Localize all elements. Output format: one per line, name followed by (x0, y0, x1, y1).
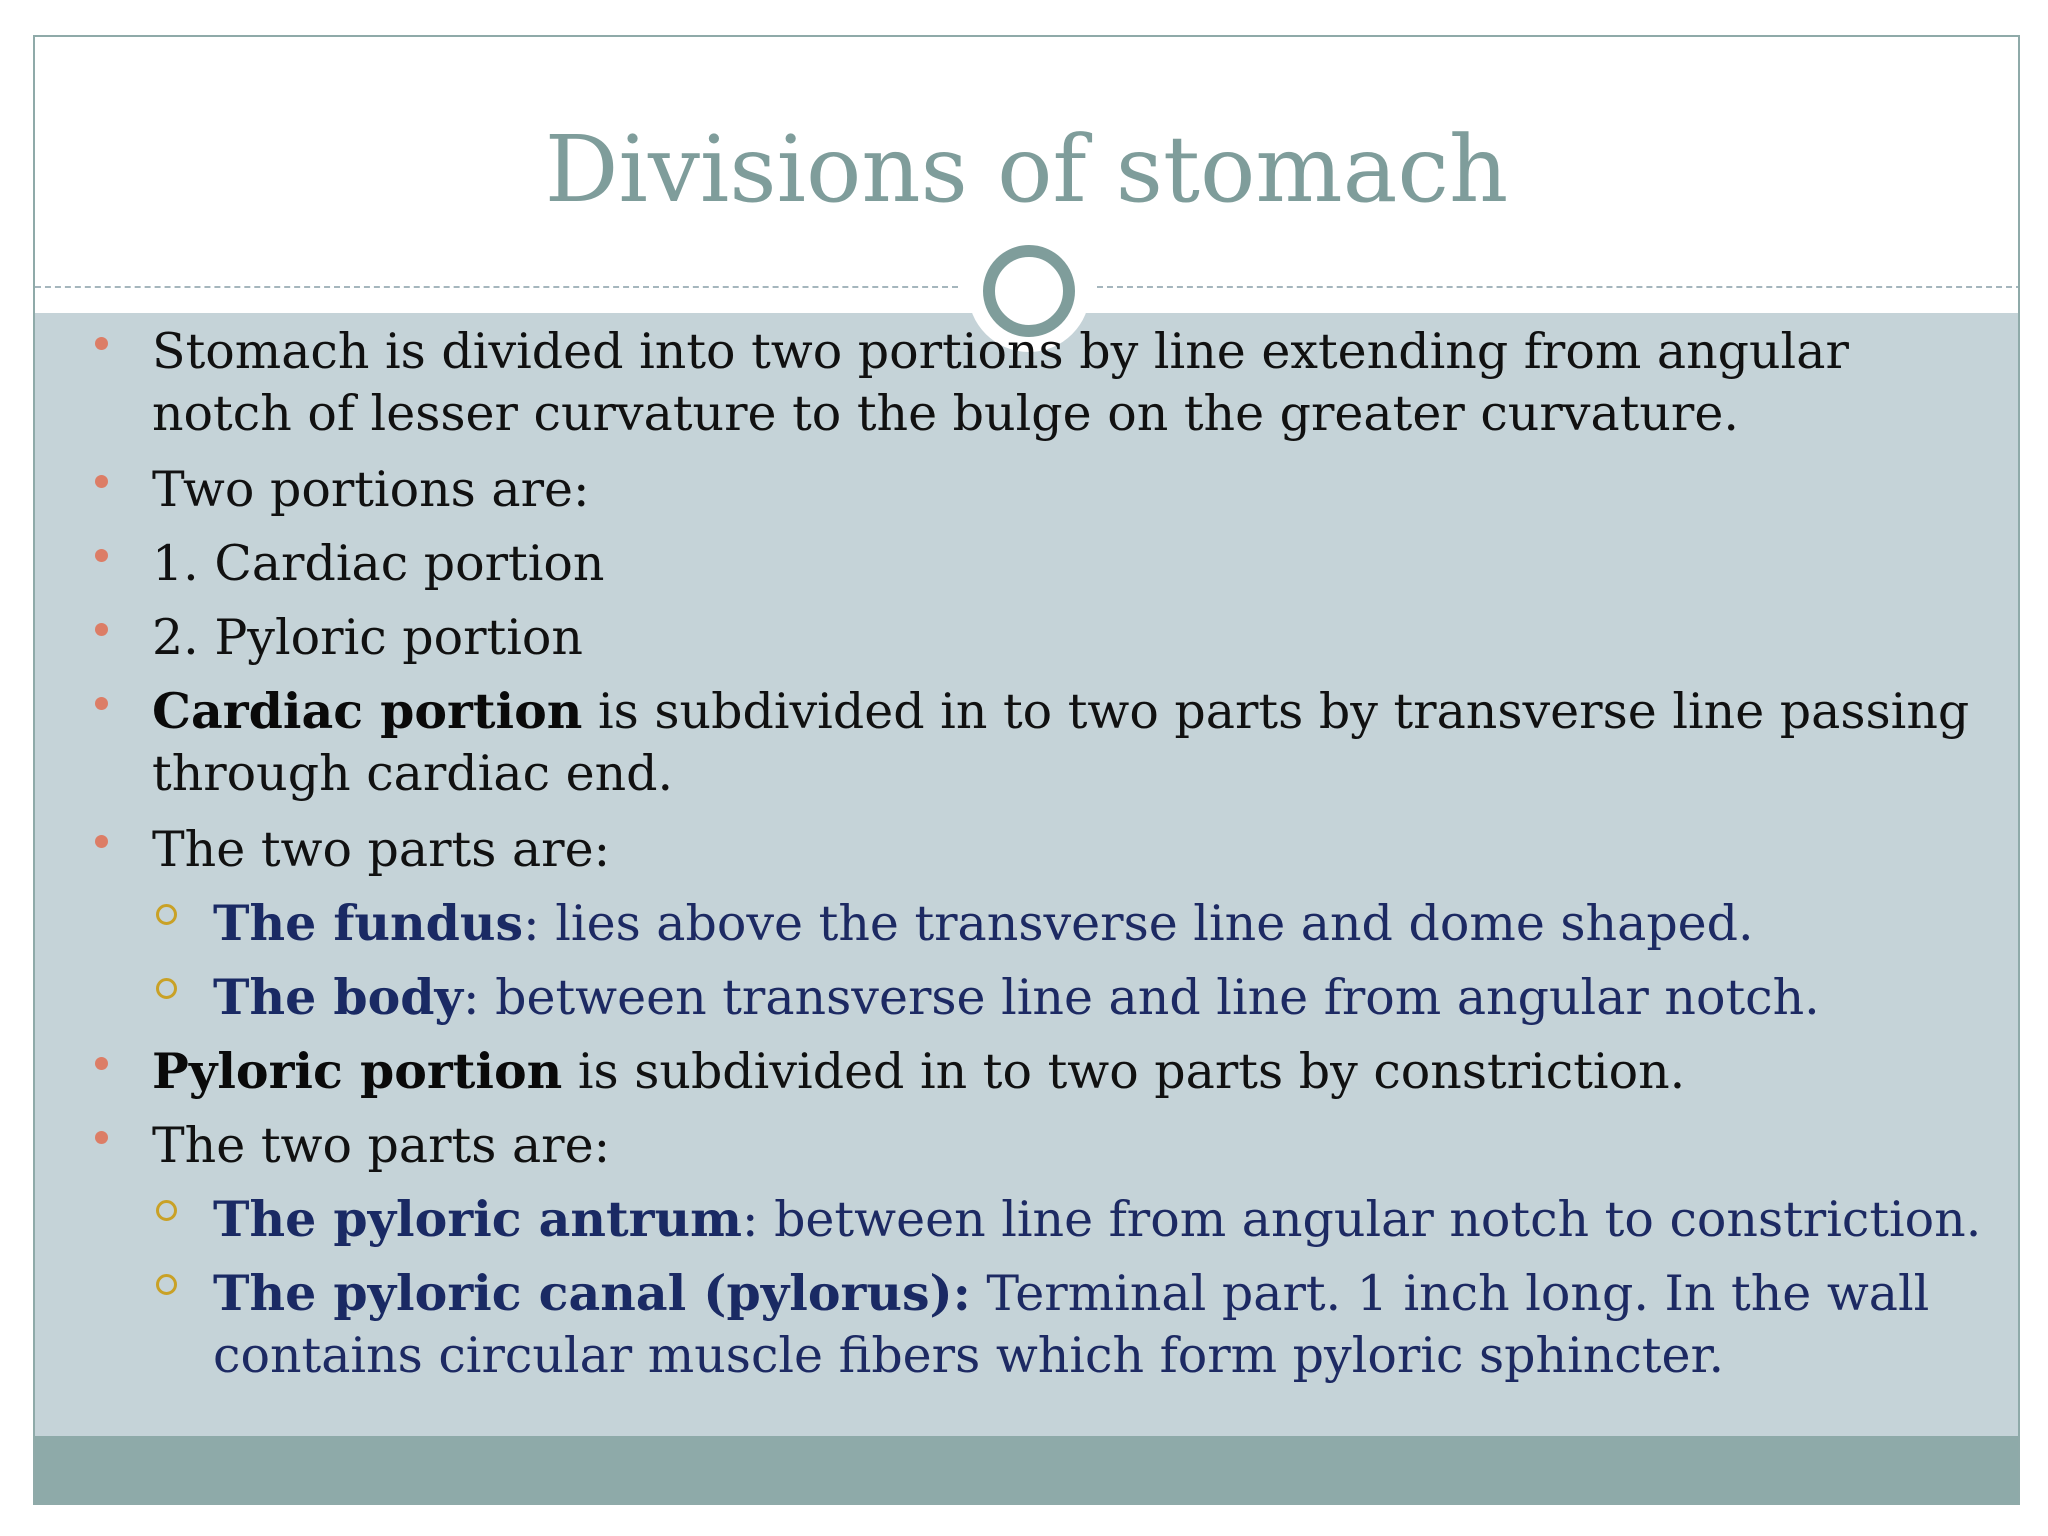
slide-title: Divisions of stomach (544, 116, 1509, 223)
bullet-body: Stomach is divided into two portions by line extending from angular notch of lesser curvature to the bulge on the greater curvature. (152, 323, 1849, 442)
bullet-text (152, 532, 1982, 595)
bullet-text (152, 1040, 1982, 1103)
sub-bullet-bold: The pyloric antrum (213, 1190, 742, 1248)
bullet-text (152, 818, 1982, 881)
bullet-dot (95, 1057, 108, 1070)
sub-bullet-body: : lies above the transverse line and dome shaped. (523, 895, 1754, 952)
bullet-text (152, 606, 1982, 669)
sub-bullet-bold: The fundus (213, 894, 524, 952)
sub-bullet-ring (156, 1274, 177, 1295)
bullet-text (152, 1114, 1982, 1177)
bullet-dot (95, 337, 108, 350)
bullet-body: 2. Pyloric portion (152, 609, 583, 666)
slide (33, 35, 2020, 1505)
sub-bullet-bold: The body (213, 968, 464, 1026)
bullet-bold: Cardiac portion (152, 682, 583, 740)
bullet-body: is subdivided in to two parts by transverse line passing through cardiac end. (152, 683, 1970, 802)
sub-bullet-text (213, 892, 1983, 955)
bullet-dot (95, 835, 108, 848)
sub-bullet-text (213, 966, 1983, 1029)
bullet-dot (95, 549, 108, 562)
bullet-body: is subdivided in to two parts by constriction. (562, 1043, 1686, 1100)
sub-bullet-body: : between transverse line and line from angular notch. (463, 969, 1820, 1026)
bullet-dot (95, 1131, 108, 1144)
footer-band (35, 1436, 2018, 1505)
bullet-text (152, 320, 1982, 445)
bullet-bold: Pyloric portion (152, 1042, 563, 1100)
divider-line-right (1097, 286, 2020, 288)
sub-bullet-body: : between line from angular notch to constriction. (741, 1191, 1982, 1248)
sub-bullet-text (213, 1262, 1983, 1387)
bullet-dot (95, 623, 108, 636)
bullet-body: 1. Cardiac portion (152, 535, 605, 592)
bullet-text (152, 458, 1982, 521)
sub-bullet-ring (156, 1200, 177, 1221)
bullet-text (152, 680, 1982, 805)
sub-bullet-bold: The pyloric canal (pylorus): (213, 1264, 971, 1322)
bullet-body: The two parts are: (152, 1117, 611, 1174)
bullet-body: The two parts are: (152, 821, 611, 878)
sub-bullet-text (213, 1188, 1983, 1251)
bullet-dot (95, 475, 108, 488)
bullet-body: Two portions are: (152, 461, 590, 518)
sub-bullet-body: Terminal part. 1 inch long. In the wall contains circular muscle fibers which form pyloric sphincter. (213, 1265, 1930, 1384)
sub-bullet-ring (156, 904, 177, 925)
sub-bullet-ring (156, 978, 177, 999)
divider-line-left (35, 286, 958, 288)
bullet-dot (95, 697, 108, 710)
